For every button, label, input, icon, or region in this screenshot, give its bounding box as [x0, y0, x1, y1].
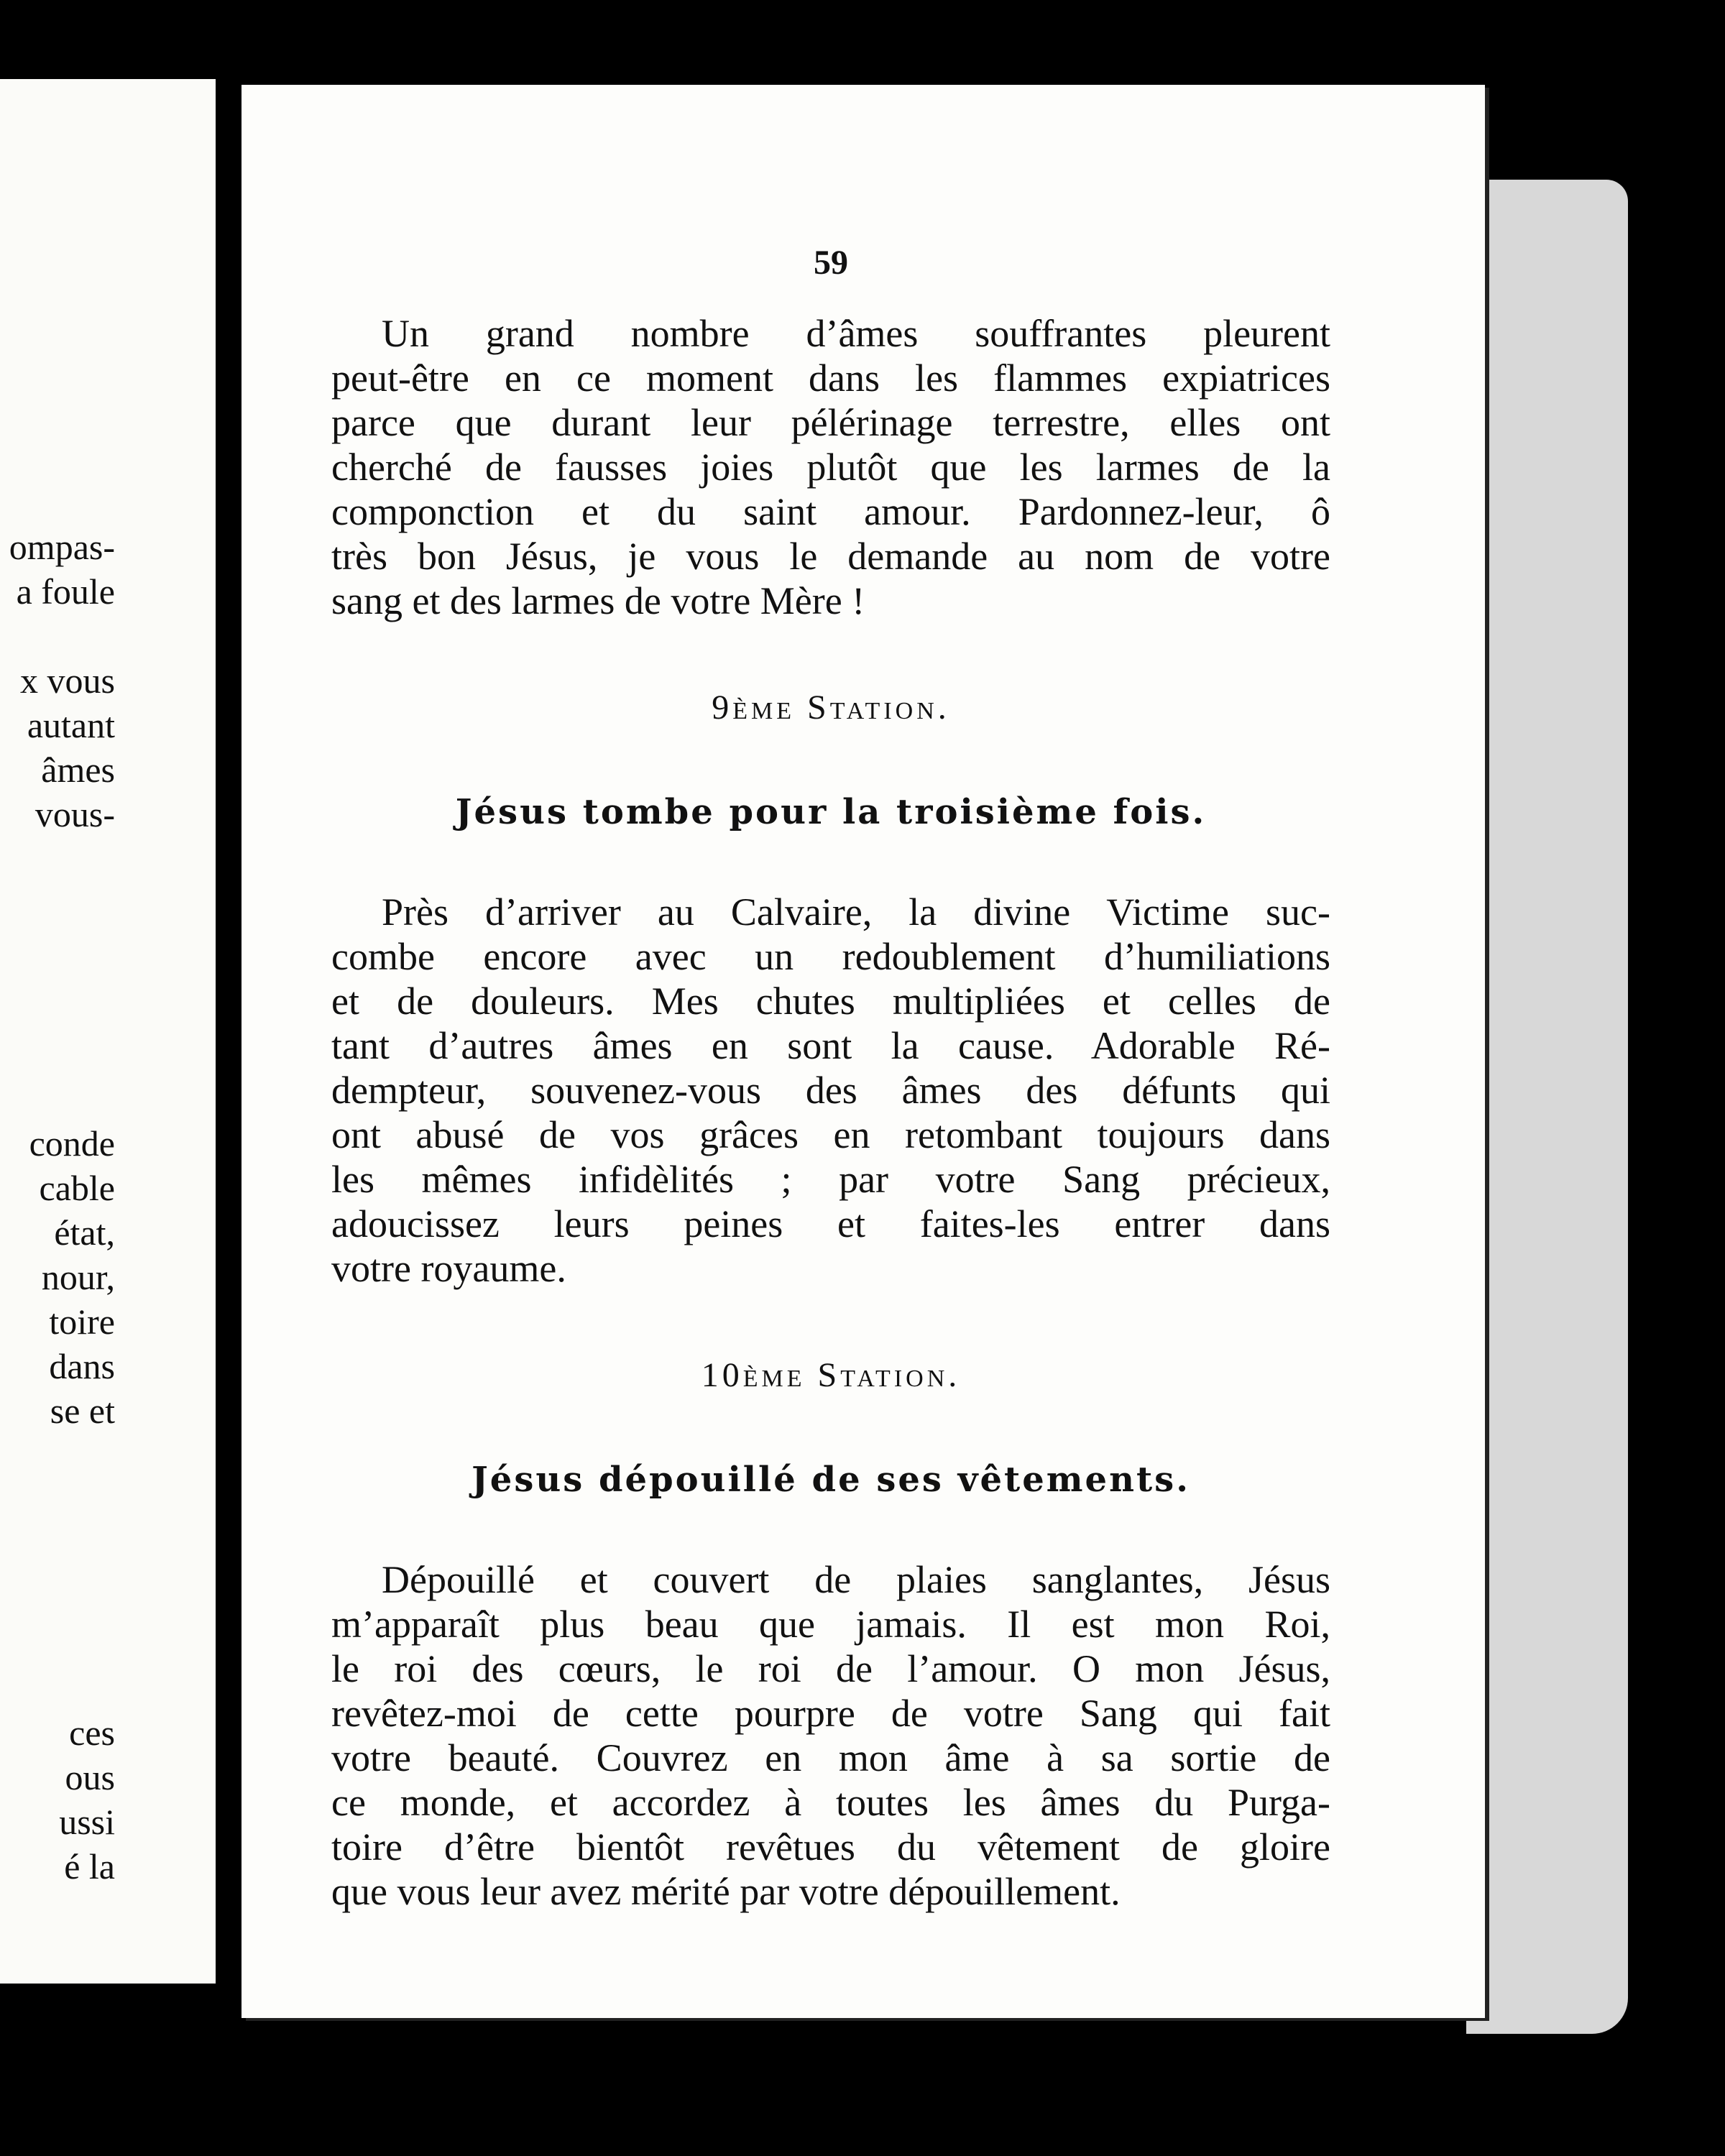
intro-paragraph — [331, 311, 1330, 623]
left-fragment: âmes — [41, 750, 115, 790]
text-line: très bon Jésus, je vous le demande au nom de votre — [331, 535, 1330, 578]
left-fragment: x vous — [20, 660, 115, 701]
station-10-paragraph — [331, 1557, 1330, 1914]
left-fragment: toire — [49, 1302, 115, 1342]
left-page-fragments-bottom — [59, 1710, 115, 1889]
text-line: revêtez-moi de cette pourpre de votre Sang qui fait — [331, 1692, 1330, 1735]
left-facing-page — [0, 79, 216, 1984]
text-line: votre beauté. Couvrez en mon âme à sa sortie de — [331, 1736, 1330, 1779]
station-10-title: Jésus dépouillé de ses vêtements. — [472, 1460, 1190, 1500]
station-9-heading: 9ème Station. — [712, 688, 950, 727]
text-line: cherché de fausses joies plutôt que les larmes de la — [331, 446, 1330, 489]
left-fragment: nour, — [41, 1257, 115, 1297]
left-fragment — [9, 614, 115, 658]
left-fragment: autant — [27, 705, 115, 745]
left-fragment: état, — [54, 1212, 115, 1253]
text-line: combe encore avec un redoublement d’humiliations — [331, 935, 1330, 978]
text-line: ce monde, et accordez à toutes les âmes du Purga- — [331, 1781, 1330, 1824]
left-fragment: ussi — [59, 1802, 115, 1842]
left-fragment: cable — [39, 1168, 115, 1208]
text-line: les mêmes infidèlités ; par votre Sang précieux, — [331, 1158, 1330, 1201]
station-10-heading: 10ème Station. — [701, 1356, 961, 1394]
left-fragment: a foule — [16, 571, 115, 612]
left-fragment: se et — [50, 1391, 115, 1431]
text-line: dempteur, souvenez-vous des âmes des défunts qui — [331, 1069, 1330, 1112]
text-line: Près d’arriver au Calvaire, la divine Victime suc- — [382, 890, 1330, 934]
left-fragment: dans — [49, 1346, 115, 1386]
text-line: et de douleurs. Mes chutes multipliées et celles de — [331, 980, 1330, 1023]
station-9-paragraph — [331, 890, 1330, 1291]
text-line: Un grand nombre d’âmes souffrantes pleurent — [382, 312, 1330, 355]
left-page-fragments-top — [9, 525, 115, 837]
left-fragment: é la — [64, 1846, 115, 1886]
text-line: toire d’être bientôt revêtues du vêtement de gloire — [331, 1825, 1330, 1869]
text-line: adoucissez leurs peines et faites-les entrer dans — [331, 1202, 1330, 1245]
text-line: ont abusé de vos grâces en retombant toujours dans — [331, 1113, 1330, 1156]
left-page-fragments-middle — [29, 1121, 115, 1433]
main-page — [242, 85, 1485, 2018]
text-line: le roi des cœurs, le roi de l’amour. O mon Jésus, — [331, 1647, 1330, 1690]
text-line: sang et des larmes de votre Mère ! — [331, 579, 865, 622]
left-fragment: ompas- — [9, 527, 115, 567]
text-line: parce que durant leur pélérinage terrestre, elles ont — [331, 401, 1330, 444]
left-fragment: ces — [69, 1713, 115, 1753]
text-line: que vous leur avez mérité par votre dépouillement. — [331, 1870, 1121, 1913]
text-line: componction et du saint amour. Pardonnez-leur, ô — [331, 490, 1330, 533]
left-fragment: conde — [29, 1123, 115, 1164]
station-9-title: Jésus tombe pour la troisième fois. — [455, 792, 1207, 832]
page-content — [331, 243, 1330, 1914]
left-fragment: ous — [65, 1757, 115, 1797]
page-number: 59 — [814, 244, 848, 282]
text-line: votre royaume. — [331, 1247, 566, 1290]
text-line: m’apparaît plus beau que jamais. Il est mon Roi, — [331, 1603, 1330, 1646]
text-line: Dépouillé et couvert de plaies sanglantes, Jésus — [382, 1558, 1330, 1601]
left-fragment: vous- — [34, 794, 115, 834]
text-line: tant d’autres âmes en sont la cause. Adorable Ré- — [331, 1024, 1330, 1067]
text-line: peut-être en ce moment dans les flammes expiatrices — [331, 356, 1330, 400]
page-stack-edge — [1466, 180, 1628, 2034]
